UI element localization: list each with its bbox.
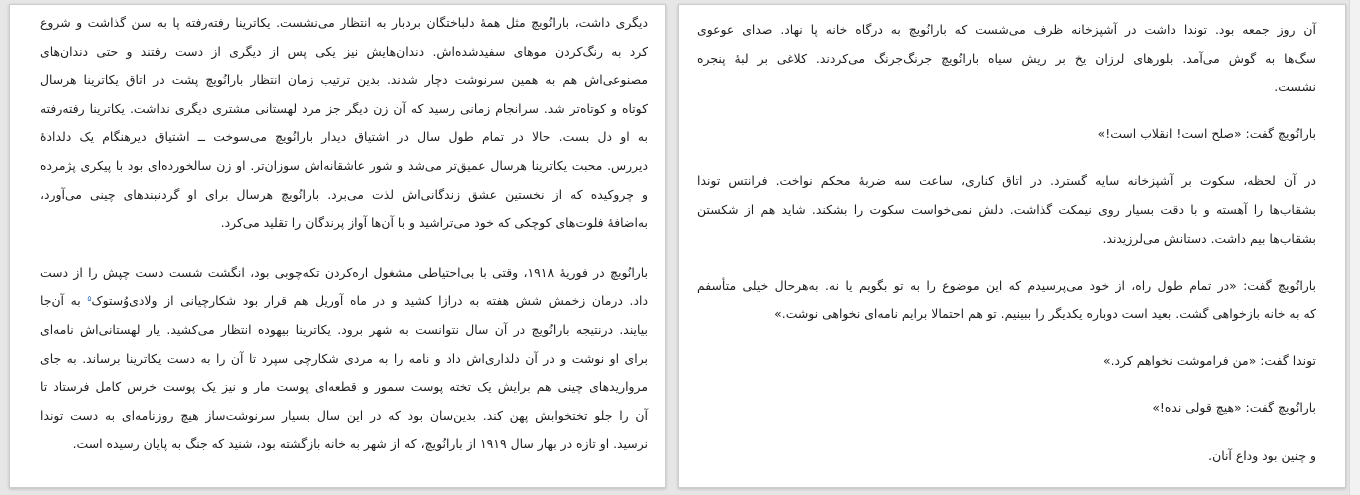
text-line: نرسید. او تازه در بهار سال ۱۹۱۹ از بارانُویچ، که از شهر به خانه بازگشته بود، شنید که جنگ به پایان رسیده است. <box>72 436 648 452</box>
text-line: توندا گفت: «من فراموشت نخواهم کرد.» <box>1103 353 1316 369</box>
text-line: که به خانه بازخواهی گشت. بعید است دوباره یکدیگر را ببینیم. تو هم احتمالا برایم نامه‌ای نخواهی نوشت.» <box>774 306 1316 322</box>
text-line: سگ‌ها به گوش می‌آمد. بلورهای لرزان یخ بر ریش سیاه بارانُویچ جرنگ‌جرنگ می‌کردند. کلاغی بر لبهٔ پنجره <box>697 50 1316 66</box>
right-page <box>678 4 1346 488</box>
text-line: به‌اضافهٔ فلوت‌های کوچکی که خود می‌تراشید و با آن‌ها آواز پرندگان را تقلید می‌کرد. <box>220 215 648 231</box>
text-line: آن را جلو تختخوابش پهن کند. بدین‌سان بود که در این سال بسیار سرنوشت‌ساز هیچ روزنامه‌ای به دست توندا <box>40 407 648 423</box>
text-span: به آن‌جا <box>40 293 88 309</box>
text-line: دیررس. محبت یکاترینا هرسال عمیق‌تر می‌شد و شور عاشقانه‌اش سوزان‌تر. او زن سالخورده‌ای بود با پیکری پژمرده <box>40 157 648 173</box>
paragraph <box>697 167 1316 253</box>
text-line: کرد به رنگ‌کردن موهای سفیدشده‌اش. دندان‌هایش نیز یکی پس از دیگری از دست رفتند و حتی دندان‌های <box>40 43 648 59</box>
text-line: دیگری داشت، بارانُویچ مثل همهٔ دلباختگان بردبار به انتظار می‌نشست. یکاترینا رفته‌رفته پا به سن گذاشت و شروع <box>40 15 648 30</box>
text-line: بشقاب‌ها بیم داشت. دستانش می‌لرزیدند. <box>1102 230 1316 246</box>
text-line: و چنین بود وداع آنان. <box>1208 447 1316 463</box>
text-line: برای او نوشت و در آن دلداری‌اش داد و نامه را به مردی شکارچی سپرد تا آن را به دست یکاترینا برساند. به جای <box>40 350 648 366</box>
paragraph <box>697 442 1316 471</box>
text-line: بارانُویچ گفت: «هیچ قولی نده!» <box>1152 400 1316 416</box>
paragraph <box>697 272 1316 329</box>
text-line: بشقاب‌ها را آهسته و با دقت بسیار روی نیمکت گذاشت. دلش نمی‌خواست سکوت را بشکند. شاید هم از شکستن <box>697 201 1316 217</box>
text-line: در آن لحظه، سکوت بر آشپزخانه سایه گسترد. در اتاق کناری، ساعت سه ضربهٔ محکم نواخت. فرانتس توندا <box>697 173 1316 189</box>
text-line: مرواریدهای چینی هم برایش یک تخته پوست سمور و قطعه‌ای پوست مار و نیز یک پوست خرس کامل فرستاد تا <box>40 379 648 395</box>
left-page <box>9 4 666 488</box>
text-line: آن روز جمعه بود. توندا داشت در آشپزخانه ظرف می‌شست که بارانُویچ به درگاه خانه پا نهاد. صدای عوعوی <box>697 22 1316 37</box>
paragraph <box>697 16 1316 102</box>
text-line: و چروکیده که از نخستین عشق زندگانی‌اش لذت می‌برد. بارانُویچ هرسال برای او گردنبندهای چینی می‌آورد، <box>40 186 648 202</box>
text-line: بیایند. درنتیجه بارانُویچ در آن سال نتوانست به شهر برود. یکاترینا بیهوده انتظار می‌کشید. یار لهستانی‌اش نامه‌ای <box>40 321 648 337</box>
text-line: بارانُویچ گفت: «در تمام طول راه، از خود می‌پرسیدم که این موضوع را به تو بگویم یا نه. به‌هرحال خیلی متأسفم <box>697 277 1316 293</box>
paragraph <box>40 259 648 459</box>
paragraph <box>697 120 1316 149</box>
text-line: مصنوعی‌اش هم به همین سرنوشت دچار شدند. بدین ترتیب زمان انتظار بارانُویچ پشت در اتاق یکاترینا هرسال <box>40 72 648 88</box>
paragraph <box>697 394 1316 423</box>
text-line: نشست. <box>1274 79 1316 95</box>
text-line-with-footnote <box>40 287 648 316</box>
text-line: بارانُویچ گفت: «صلح است! انقلاب است!» <box>1097 126 1316 142</box>
text-line: کوتاه و کوتاه‌تر شد. سرانجام زمانی رسید که آن زن دیگر جز مرد لهستانی مشتری دیگری نداشت. یکاترینا رفته‌رفته <box>40 100 648 116</box>
paragraph <box>697 347 1316 376</box>
footnote-marker[interactable]: ۵ <box>87 294 92 304</box>
vertical-scrollbar-track[interactable] <box>1349 0 1360 495</box>
text-span: داد. درمان زخمش شش هفته به درازا کشید و در ماه آوریل هم قرار بود شکارچیانی از ولادی‌وُستوک <box>91 293 648 309</box>
text-line: به او دل بست. حالا در تمام طول سال در اشتیاق دیدار بارانُویچ می‌سوخت ــ اشتیاق دیرهنگام یک دلدادهٔ <box>40 129 648 145</box>
paragraph <box>40 9 648 238</box>
text-line: بارانُویچ در فوریهٔ ۱۹۱۸، وقتی با بی‌احتیاطی مشغول اره‌کردن تکه‌چوبی بود، انگشت شست دست چپش را از دست <box>40 264 648 280</box>
